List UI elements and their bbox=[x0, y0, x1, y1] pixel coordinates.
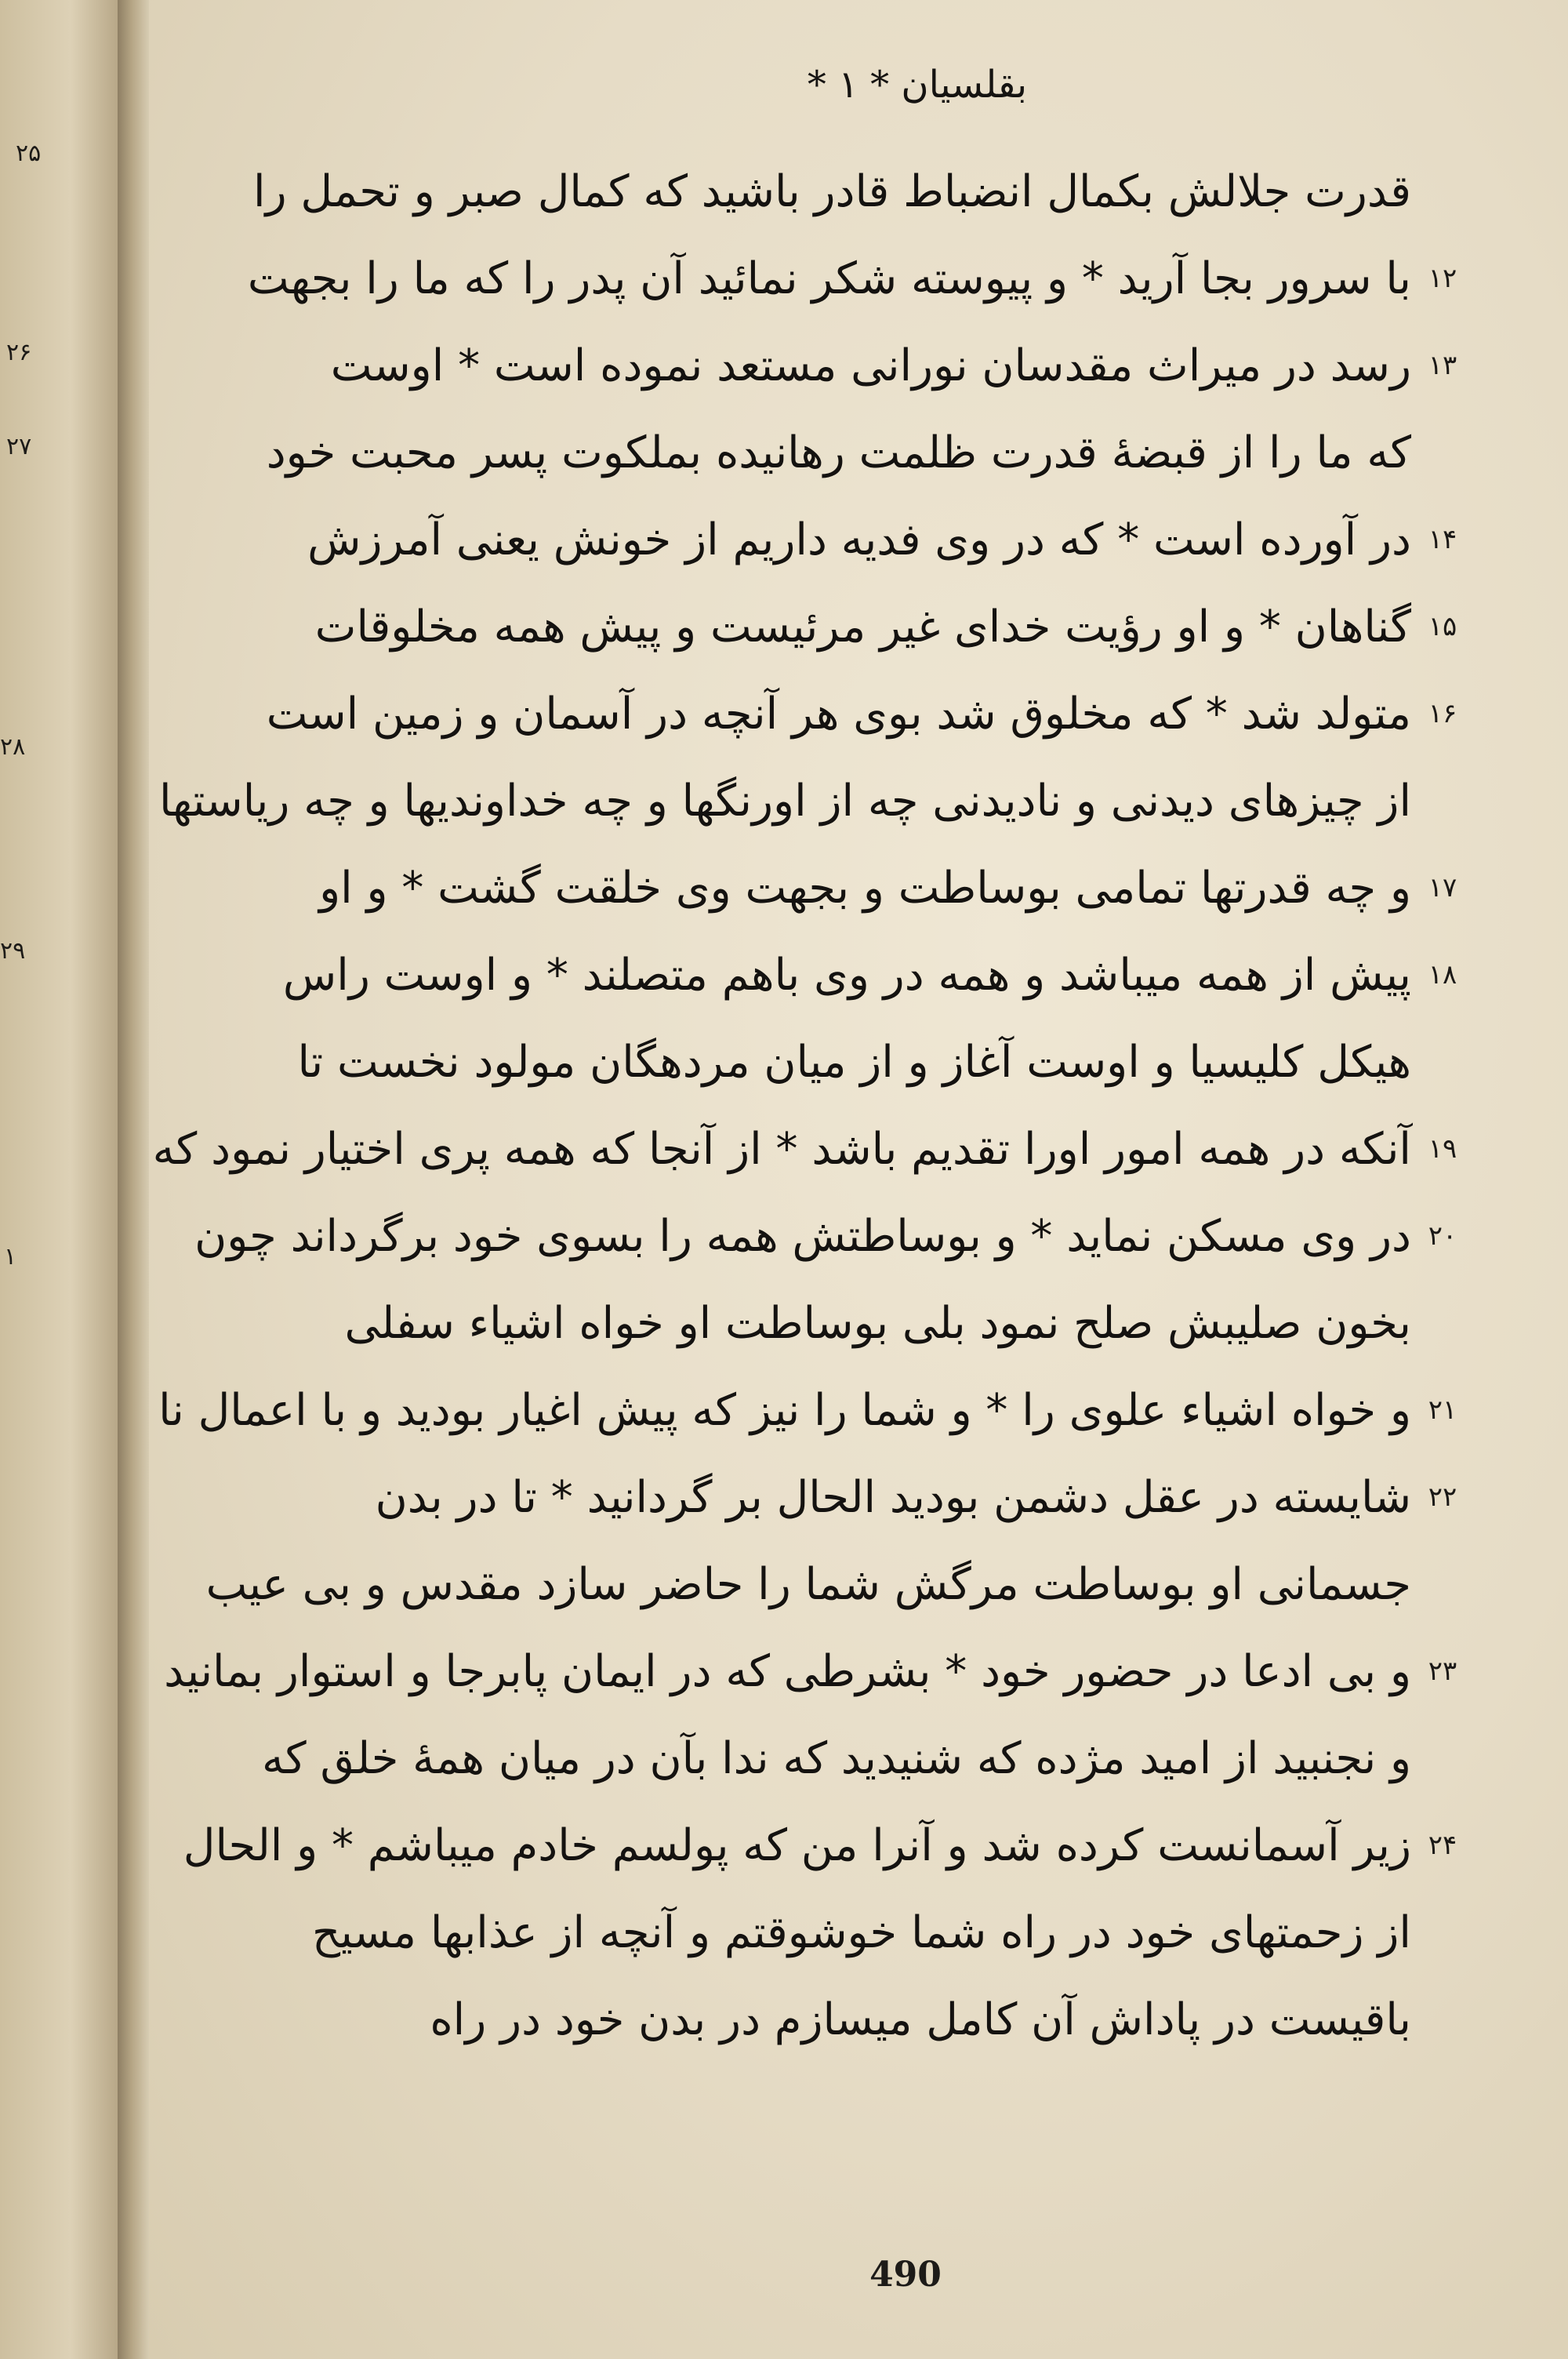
line-text: و بی ادعا در حضور خود * بشرطی که در ایمان پابرجا و استوار بمانید bbox=[164, 1645, 1411, 1697]
verse-number: ۲۴ bbox=[1428, 1830, 1457, 1861]
text-line bbox=[314, 1455, 1474, 1539]
text-line bbox=[194, 1194, 1474, 1278]
text-line bbox=[164, 1629, 1474, 1714]
line-text: در آورده است * که در وی فدیه داریم از خونش یعنی آمرزش bbox=[307, 514, 1411, 565]
line-text: هیکل کلیسیا و اوست آغاز و از میان مردهگان مولود نخست تا bbox=[297, 1036, 1411, 1088]
page-number: 490 bbox=[869, 2255, 942, 2295]
left-page-edge bbox=[0, 0, 118, 2359]
text-line bbox=[314, 584, 1474, 669]
text-line bbox=[314, 1281, 1474, 1365]
text-line bbox=[159, 758, 1474, 843]
line-text: و نجنبید از امید مژده که شنیدید که ندا بآن در میان همهٔ خلق که bbox=[261, 1732, 1411, 1784]
line-text: زیر آسمانست کرده شد و آنرا من که پولسم خادم میباشم * و الحال bbox=[183, 1819, 1411, 1871]
line-text: از زحمتهای خود در راه شما خوشوقتم و آنچه از عذابها مسیح bbox=[312, 1906, 1411, 1958]
verse-number: ۱۴ bbox=[1428, 524, 1457, 555]
line-text: که ما را از قبضهٔ قدرت ظلمت رهانیده بملکوت پسر محبت خود bbox=[266, 427, 1411, 478]
verse-number: ۲۱ bbox=[1428, 1394, 1457, 1426]
verse-number: ۱۲ bbox=[1428, 263, 1457, 294]
verse-number: ۱۸ bbox=[1428, 959, 1457, 990]
text-line bbox=[253, 149, 1474, 234]
line-text: متولد شد * که مخلوق شد بوی هر آنچه در آسمان و زمین است bbox=[266, 688, 1411, 740]
line-text: از چیزهای دیدنی و نادیدنی چه از اورنگها و چه خداوندیها و چه ریاستها bbox=[159, 775, 1411, 827]
line-text: قدرت جلالش بکمال انضباط قادر باشید که کمال صبر و تحمل را bbox=[253, 165, 1411, 217]
line-text: با سرور بجا آرید * و پیوسته شکر نمائید آن پدر را که ما را بجهت bbox=[247, 253, 1411, 304]
text-line bbox=[152, 1107, 1474, 1191]
text-line bbox=[266, 410, 1474, 495]
text-line bbox=[314, 1977, 1474, 2062]
text-line bbox=[266, 671, 1474, 756]
verse-number: ۱۳ bbox=[1428, 350, 1457, 381]
line-text: و چه قدرتها تمامی بوساطت و بجهت وی خلقت گشت * و او bbox=[319, 862, 1411, 914]
text-line bbox=[282, 932, 1474, 1017]
line-text: گناهان * و او رؤیت خدای غیر مرئیست و پیش همه مخلوقات bbox=[314, 601, 1411, 652]
margin-number: ۲۷ bbox=[6, 433, 32, 460]
line-text: جسمانی او بوساطت مرگش شما را حاضر سازد مقدس و بی عیب bbox=[205, 1558, 1411, 1610]
text-line bbox=[314, 845, 1474, 930]
line-text: و خواه اشیاء علوی را * و شما را نیز که پیش اغیار بودید و با اعمال نا bbox=[158, 1384, 1411, 1436]
line-text: پیش از همه میباشد و همه در وی باهم متصلند * و اوست راس bbox=[282, 949, 1411, 1001]
margin-number: ۲۶ bbox=[6, 339, 32, 366]
text-line bbox=[247, 236, 1474, 321]
line-text: آنکه در همه امور اورا تقدیم باشد * از آنجا که همه پری اختیار نمود که bbox=[152, 1123, 1411, 1175]
verse-number: ۱۹ bbox=[1428, 1133, 1457, 1165]
line-text: شایسته در عقل دشمن بودید الحال بر گردانید * تا در بدن bbox=[375, 1471, 1411, 1523]
verse-number: ۱۵ bbox=[1428, 611, 1457, 642]
line-text: بخون صلیبش صلح نمود بلی بوساطت او خواه اشیاء سفلی bbox=[344, 1297, 1411, 1349]
margin-number: ۲۸ bbox=[0, 733, 26, 761]
text-line bbox=[158, 1368, 1474, 1452]
book-gutter bbox=[118, 0, 149, 2359]
margin-number: ۱ bbox=[4, 1243, 17, 1270]
text-line bbox=[314, 323, 1474, 408]
verse-number: ۲۰ bbox=[1428, 1220, 1457, 1252]
running-header: بقلسیان * ۱ * bbox=[807, 63, 1028, 107]
text-line bbox=[307, 497, 1474, 582]
line-text: در وی مسکن نماید * و بوساطتش همه را بسوی خود برگرداند چون bbox=[194, 1210, 1411, 1262]
verse-number: ۲۳ bbox=[1428, 1656, 1457, 1687]
text-line bbox=[183, 1803, 1474, 1888]
line-text: رسد در میراث مقدسان نورانی مستعد نموده است * اوست bbox=[330, 340, 1411, 391]
margin-number: ۲۵ bbox=[16, 140, 42, 167]
text-line bbox=[314, 1890, 1474, 1975]
margin-number: ۲۹ bbox=[0, 937, 26, 965]
text-line bbox=[297, 1020, 1474, 1104]
verse-number: ۲۲ bbox=[1428, 1481, 1457, 1513]
line-text: باقیست در پاداش آن کامل میسازم در بدن خود در راه bbox=[430, 1994, 1411, 2045]
verse-number: ۱۶ bbox=[1428, 698, 1457, 729]
text-line bbox=[261, 1716, 1474, 1801]
text-line bbox=[205, 1542, 1474, 1627]
verse-number: ۱۷ bbox=[1428, 872, 1457, 903]
